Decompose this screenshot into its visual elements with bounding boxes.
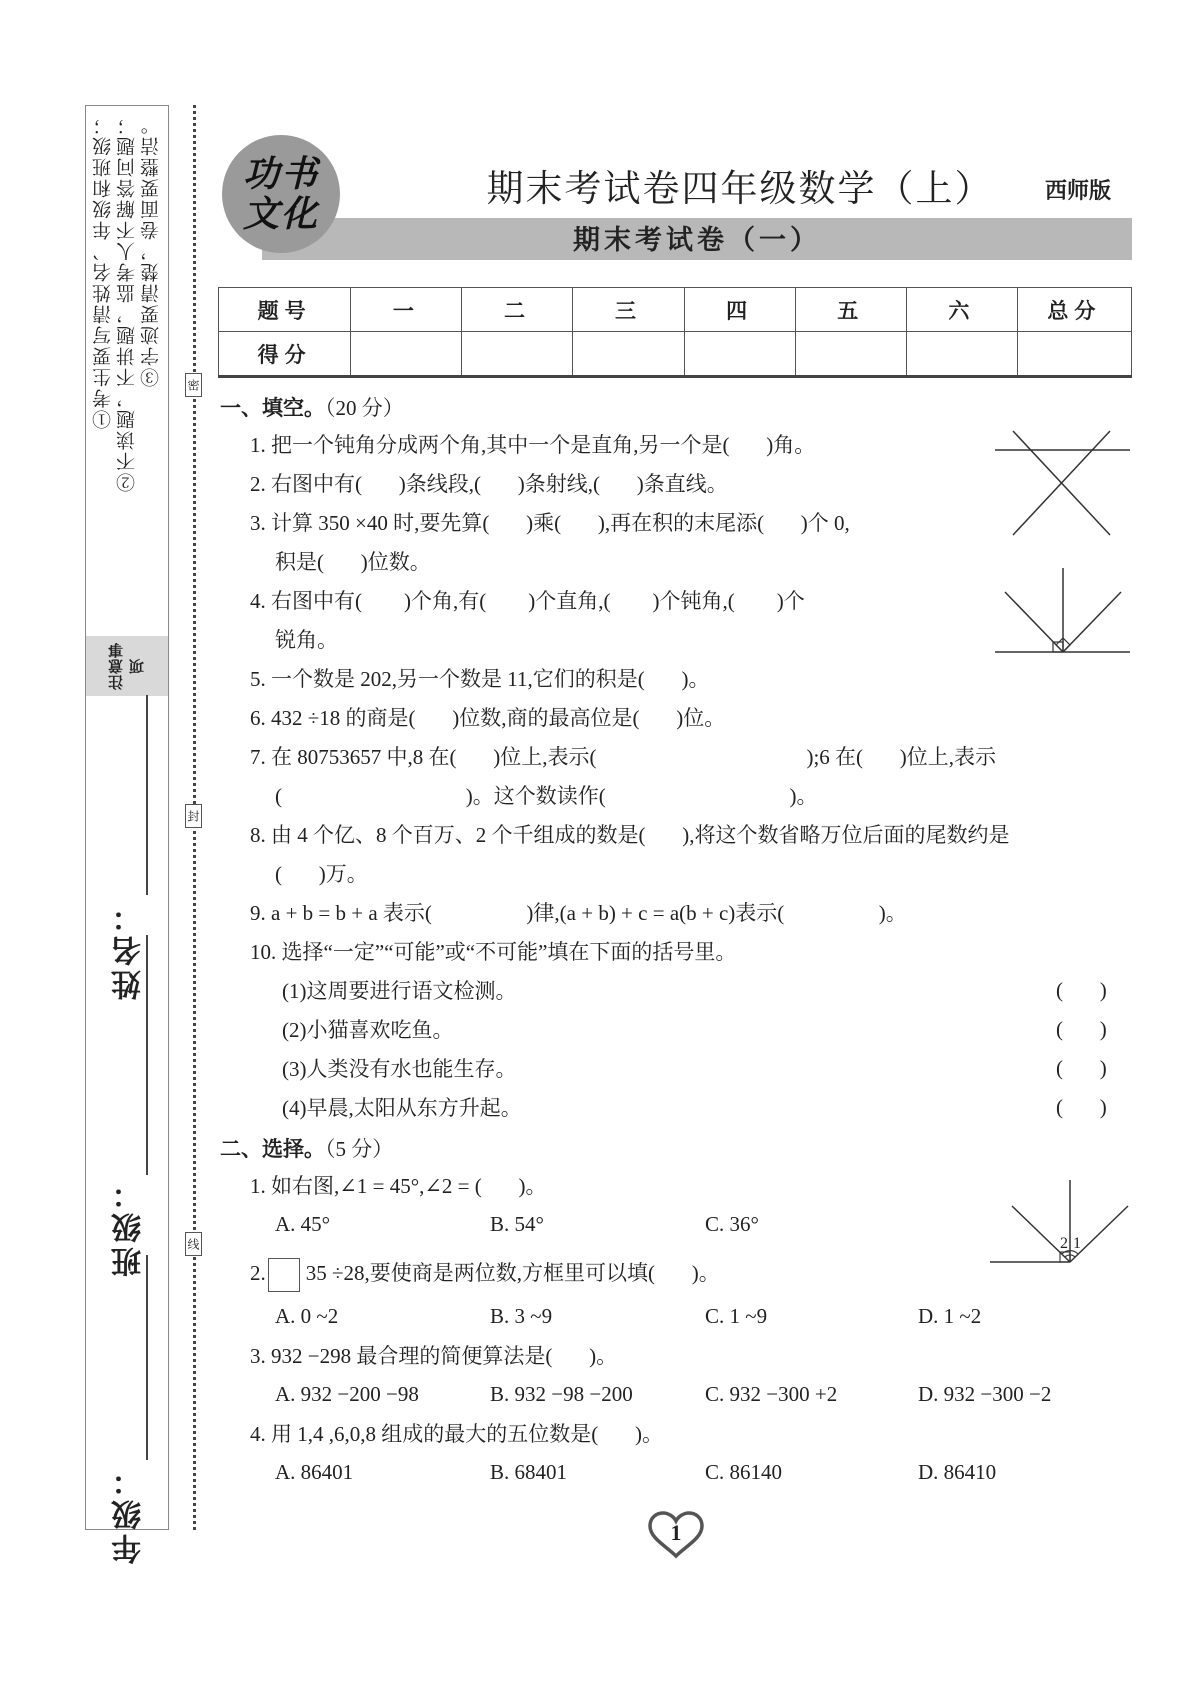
s1-q10-item-4: (4)早晨,太阳从东方升起。 [282, 1096, 522, 1120]
score-cell[interactable] [1017, 332, 1131, 377]
angle-1-2-figure [990, 1178, 1130, 1268]
s1-question-8: 8. 由 4 个亿、8 个百万、2 个千组成的数是( ),将这个数省略万位后面的尾数约是 [250, 823, 1010, 847]
angles-figure [995, 566, 1130, 656]
s2-q2-option-a[interactable]: A. 0 ~2 [275, 1304, 339, 1328]
s1-question-1: 1. 把一个钝角分成两个角,其中一个是直角,另一个是( )角。 [250, 433, 816, 457]
score-cell[interactable] [351, 332, 462, 377]
s2-q1-option-b[interactable]: B. 54° [490, 1212, 544, 1236]
section2-points: （5 分） [325, 1137, 394, 1161]
seal-xian: 线 [185, 1232, 202, 1256]
s2-q4-option-d[interactable]: D. 86410 [918, 1460, 997, 1484]
header-cell: 六 [906, 288, 1017, 332]
logo-text-line1: 功书 [242, 153, 319, 195]
s2-q3-option-a[interactable]: A. 932 −200 −98 [275, 1382, 419, 1406]
s1-question-2: 2. 右图中有( )条线段,( )条射线,( )条直线。 [250, 472, 728, 496]
note-3: ③字迹要清楚，卷面要整洁。 [141, 114, 162, 387]
s1-question-3: 3. 计算 350 ×40 时,要先算( )乘( ),再在积的末尾添( )个 0, [250, 511, 850, 535]
s1-question-6: 6. 432 ÷18 的商是( )位数,商的最高位是( )位。 [250, 706, 726, 730]
answer-blank[interactable]: ( ) [1056, 1056, 1107, 1080]
note-2: ②不读题，不讲题，监考人不解答问题； [117, 114, 138, 492]
header-cell: 二 [462, 288, 573, 332]
s2-question-2 [250, 1258, 720, 1292]
s2-q3-option-c[interactable]: C. 932 −300 +2 [705, 1382, 838, 1406]
edition-label: 西师版 [1045, 178, 1112, 203]
s2-q2-option-b[interactable]: B. 3 ~9 [490, 1304, 553, 1328]
answer-blank[interactable]: ( ) [1056, 978, 1107, 1002]
s2-q4-option-b[interactable]: B. 68401 [490, 1460, 568, 1484]
score-cell[interactable] [462, 332, 573, 377]
header-cell: 一 [351, 288, 462, 332]
s2-q1-option-a[interactable]: A. 45° [275, 1212, 331, 1236]
score-cell[interactable] [684, 332, 795, 377]
score-cell[interactable] [795, 332, 906, 377]
answer-blank[interactable]: ( ) [1056, 1095, 1107, 1119]
student-info-panel [85, 105, 169, 1530]
class-input-line[interactable] [146, 1255, 148, 1460]
section1-title: 一、填空。 [220, 397, 325, 420]
s1-question-9: 9. a + b = b + a 表示( )律,(a + b) + c = a(b + c)表示( )。 [250, 901, 907, 925]
section2-heading [220, 1133, 393, 1163]
header-cell: 三 [573, 288, 684, 332]
s2-question-1: 1. 如右图,∠1 = 45°,∠2 = ( )。 [250, 1174, 547, 1198]
s2-q4-option-a[interactable]: A. 86401 [275, 1460, 354, 1484]
answer-blank[interactable]: ( ) [1056, 1017, 1107, 1041]
header-cell: 五 [795, 288, 906, 332]
seal-mi: 密 [185, 373, 202, 397]
class-label: 班级： [113, 1175, 146, 1277]
s2-question-4: 4. 用 1,4 ,6,0,8 组成的最大的五位数是( )。 [250, 1422, 663, 1446]
s1-question-8-cont: ( )万。 [275, 862, 368, 886]
s1-q10-item-1: (1)这周要进行语文检测。 [282, 979, 517, 1003]
s1-question-4-cont: 锐角。 [275, 628, 338, 652]
s2-q3-option-b[interactable]: B. 932 −98 −200 [490, 1382, 633, 1406]
s2-question-3: 3. 932 −298 最合理的简便算法是( )。 [250, 1344, 618, 1368]
score-cell[interactable] [573, 332, 684, 377]
s1-question-5: 5. 一个数是 202,另一个数是 11,它们的积是( )。 [250, 667, 710, 691]
header-cell: 总分 [1017, 288, 1131, 332]
s1-question-7: 7. 在 80753657 中,8 在( )位上,表示( );6 在( )位上,表示 [250, 745, 997, 769]
page-number [646, 1510, 706, 1560]
note-1: ①考生要写清姓名、年级和班级； [93, 114, 114, 429]
s2-q3-option-d[interactable]: D. 932 −300 −2 [918, 1382, 1052, 1406]
exam-subtitle: 期末考试卷（一） [573, 225, 821, 255]
s2-q2-text: 35 ÷28,要使商是两位数,方框里可以填( )。 [305, 1260, 720, 1285]
s2-q2-option-d[interactable]: D. 1 ~2 [918, 1304, 982, 1328]
section1-points: （20 分） [325, 396, 404, 420]
angle-2-label: 2 [1060, 1235, 1068, 1252]
s1-question-3-cont: 积是( )位数。 [275, 550, 431, 574]
class-input-line-upper[interactable] [146, 935, 148, 1175]
s2-q4-option-c[interactable]: C. 86140 [705, 1460, 783, 1484]
s2-q2-option-c[interactable]: C. 1 ~9 [705, 1304, 768, 1328]
score-cell[interactable] [906, 332, 1017, 377]
score-table [218, 287, 1132, 378]
row-label: 得分 [219, 332, 351, 377]
s1-q10-item-3: (3)人类没有水也能生存。 [282, 1057, 517, 1081]
lines-figure [995, 428, 1130, 538]
s1-question-4: 4. 右图中有( )个角,有( )个直角,( )个钝角,( )个 [250, 589, 805, 613]
s2-q1-option-c[interactable]: C. 36° [705, 1212, 759, 1236]
score-table-header-row [219, 288, 1132, 332]
digit-box[interactable] [268, 1258, 300, 1292]
s1-question-7-cont: ( )。这个数读作( )。 [275, 784, 818, 808]
grade-label: 年级： [113, 1462, 146, 1564]
notes-label [86, 636, 168, 696]
page-number-text: 1 [670, 1520, 682, 1545]
header-cell: 四 [684, 288, 795, 332]
seal-feng: 封 [185, 804, 202, 828]
score-table-score-row [219, 332, 1132, 377]
s1-q10-item-2: (2)小猫喜欢吃鱼。 [282, 1018, 454, 1042]
section1-heading [220, 392, 404, 422]
header-cell: 题号 [219, 288, 351, 332]
angle-1-label: 1 [1073, 1235, 1081, 1252]
logo-text-line2: 文化 [242, 193, 319, 235]
notes-label-text: 注意事项 [108, 642, 146, 690]
s2-q2-number: 2. [250, 1260, 266, 1285]
publisher-logo [222, 135, 340, 253]
page-title: 期末考试卷四年级数学（上） [486, 168, 994, 209]
section2-title: 二、选择。 [220, 1138, 325, 1161]
name-input-line[interactable] [146, 695, 148, 895]
s1-question-10: 10. 选择“一定”“可能”或“不可能”填在下面的括号里。 [250, 940, 737, 964]
name-label: 姓名： [113, 898, 146, 1000]
